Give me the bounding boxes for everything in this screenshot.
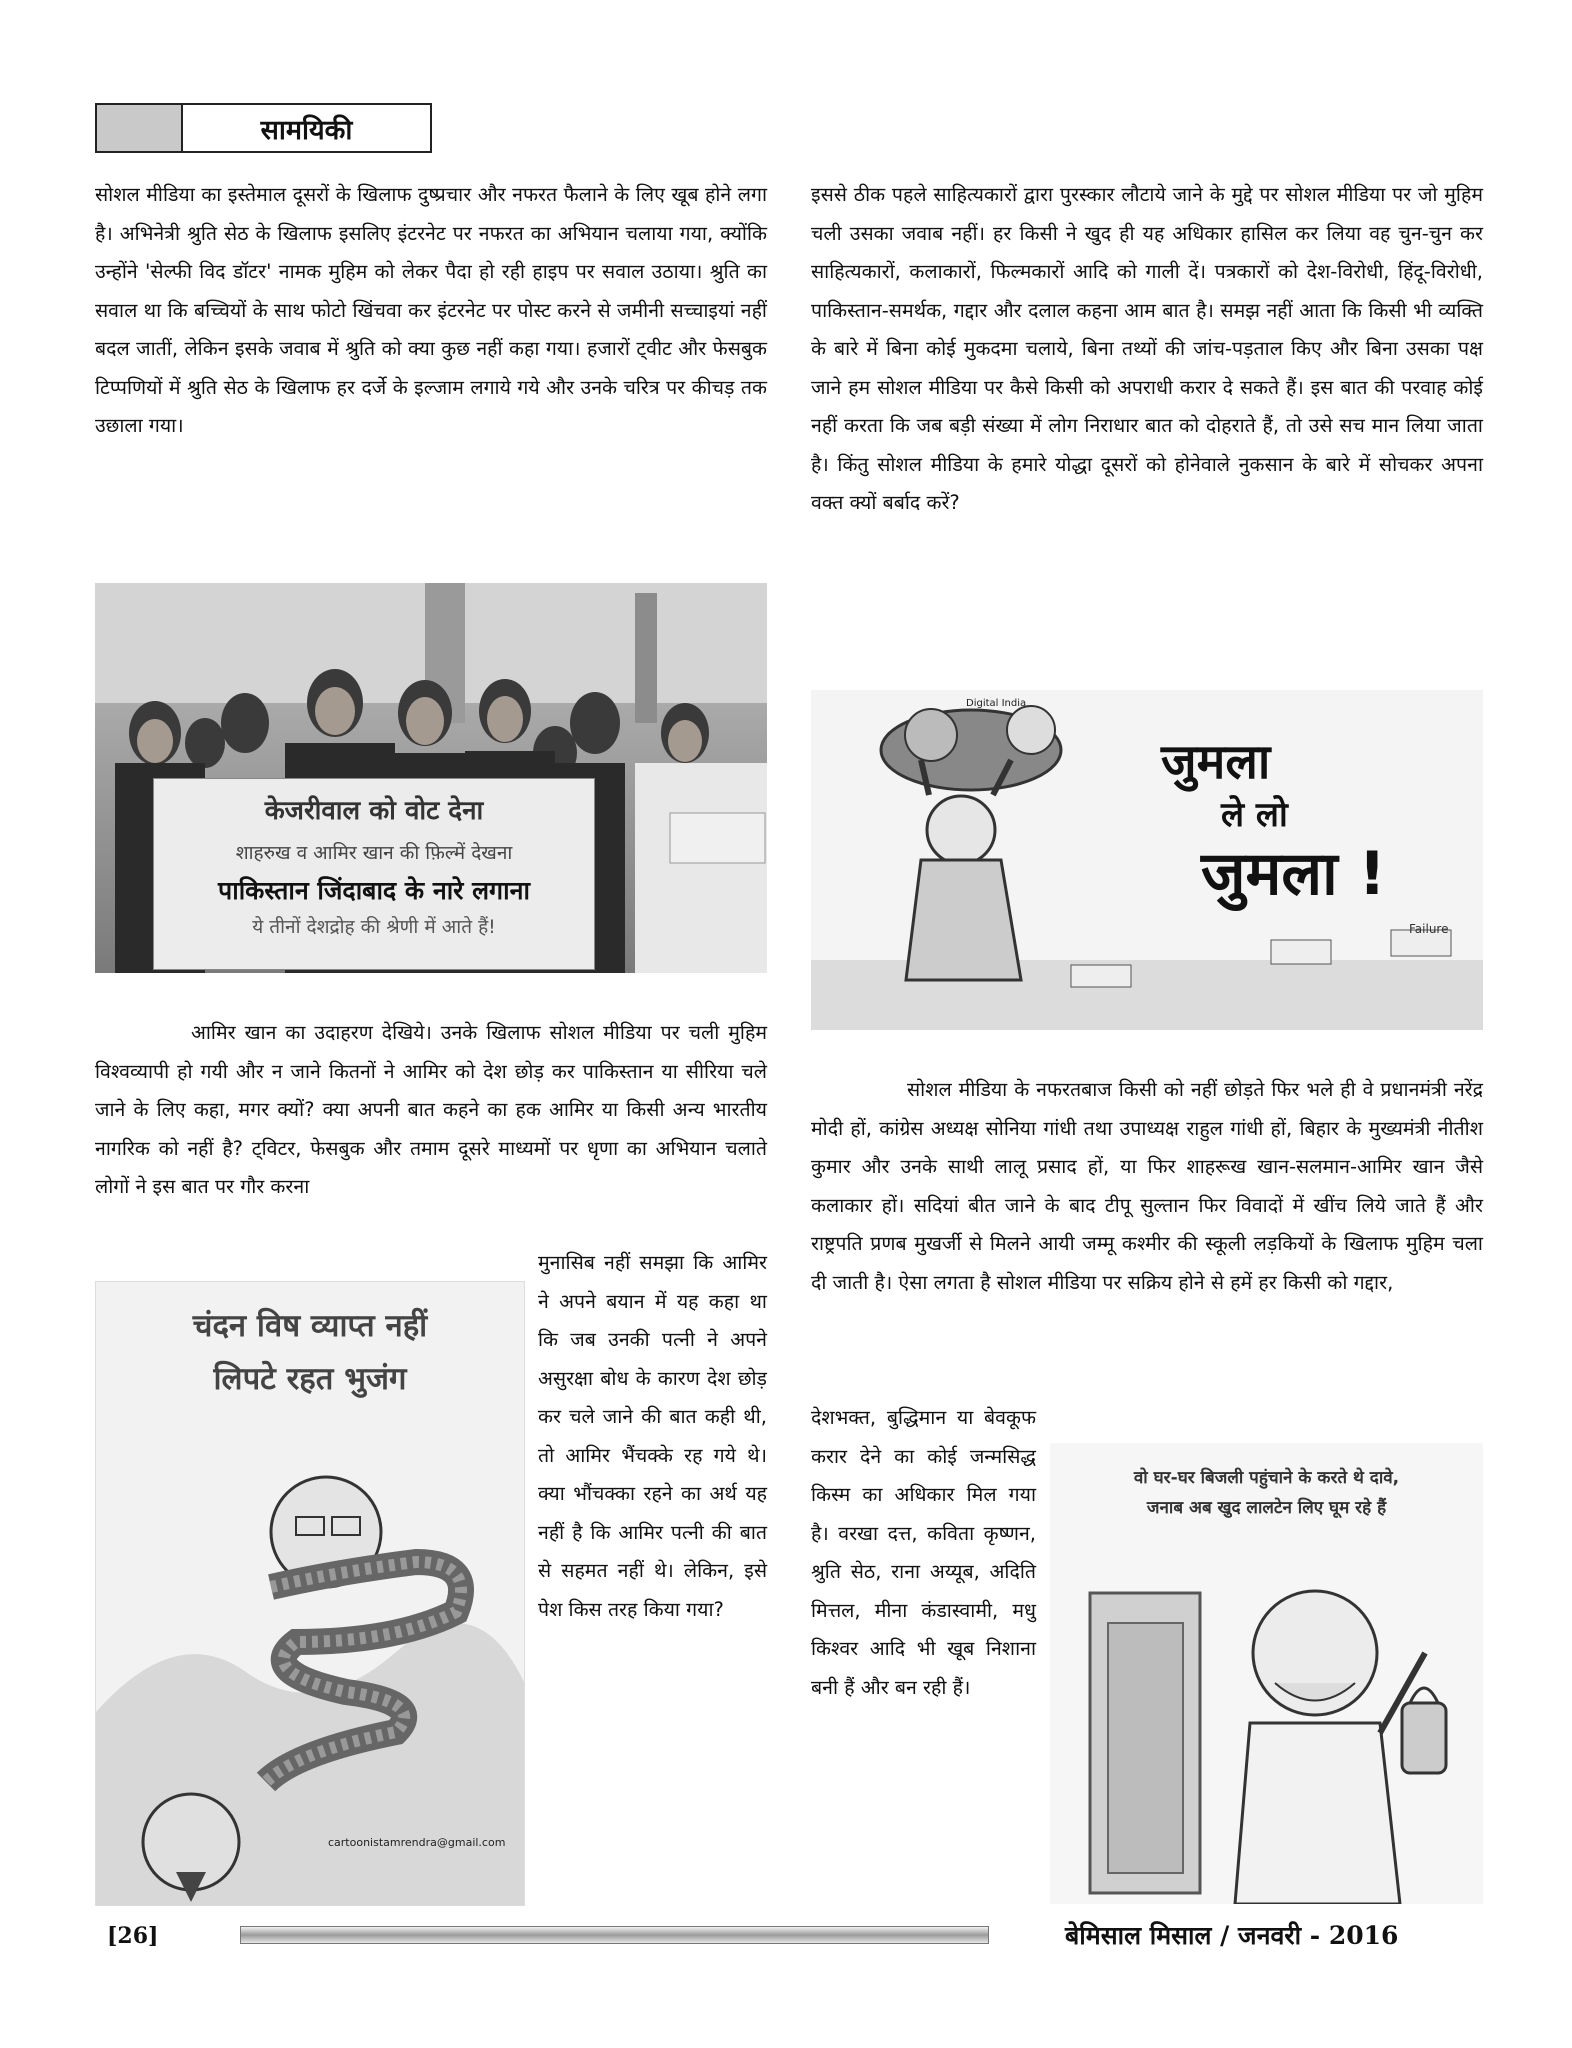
section-label: सामयिकी [260,114,353,146]
snake-cartoon-title-1: चंदन विष व्याप्त नहीं [192,1308,428,1344]
jumla-failure-label: Failure [1409,922,1449,936]
banner-line-1: केजरीवाल को वोट देना [264,796,484,826]
jumla-line-3: जुमला ! [1201,839,1386,909]
snake-drawing [96,1412,524,1905]
left-paragraph-2-continued: मुनासिब नहीं समझा कि आमिर ने अपने बयान में यह कहा था कि जब उनकी पत्नी ने अपने असुरक्षा बोध के कारण देश छोड़ कर चले जाने की बात कही थी, तो आमिर भैंचक्के रह गये थे। क्या भौंचक्का रहने का अर्थ यह नहीं है कि आमिर पत्नी की बात से सहमत नहीं थे। लेकिन, इसे पेश किस तरह किया गया? [538,1251,767,1621]
right-paragraph-2-continued: देशभक्त, बुद्धिमान या बेवकूफ करार देने का कोई जन्मसिद्ध किस्म का अधिकार मिल गया है। वरखा दत्त, कविता कृष्णन, श्रुति सेठ, राना अय्यूब, अदिति मित्तल, मीना कंडास्वामी, मधु किश्वर आदि भी खूब निशाना बनी हैं और बन रही हैं। [811,1406,1036,1699]
snake-cartoon [95,1281,525,1906]
section-label-box [95,103,432,153]
jumla-line-2: ले लो [1221,795,1288,835]
snake-cartoon-credit: cartoonistamrendra@gmail.com [328,1836,506,1849]
banner-line-2: शाहरुख व आमिर खान की फ़िल्में देखना [235,842,513,864]
right-paragraph-1: इससे ठीक पहले साहित्यकारों द्वारा पुरस्कार लौटाये जाने के मुद्दे पर सोशल मीडिया पर जो मुहिम चली उसका जवाब नहीं। हर किसी ने खुद ही यह अधिकार हासिल कर लिया वह चुन-चुन कर साहित्यकारों, कलाकारों, फिल्मकारों आदि को गाली दें। पत्रकारों को देश-विरोधी, हिंदू-विरोधी, पाकिस्तान-समर्थक, गद्दार और दलाल कहना आम बात है। समझ नहीं आता कि किसी भी व्यक्ति के बारे में बिना कोई मुकदमा चलाये, बिना तथ्यों की जांच-पड़ताल किए और बिना उसका पक्ष जाने हम सोशल मीडिया पर कैसे किसी को अपराधी करार दे सकते हैं। इस बात की परवाह कोई नहीं करता कि जब बड़ी संख्या में लोग निराधार बात को दोहराते हैं, तो उसे सच मान लिया जाता है। किंतु सोशल मीडिया के हमारे योद्धा दूसरों को होनेवाले नुकसान के बारे में सोचकर अपना वक्त क्यों बर्बाद करें? [811,183,1483,514]
lantern-caption-1: वो घर-घर बिजली पहुंचाने के करते थे दावे, [1133,1468,1400,1488]
jumla-line-1: जुमला [1161,734,1271,790]
lantern-caption-2: जनाब अब खुद लालटेन लिए घूम रहे हैं [1146,1498,1387,1518]
section-label-shade [97,105,183,151]
magazine-footer-title: बेमिसाल मिसाल / जनवरी - 2016 [1065,1921,1399,1950]
right-paragraph-2: सोशल मीडिया के नफरतबाज किसी को नहीं छोड़ते फिर भले ही वे प्रधानमंत्री नरेंद्र मोदी हों, कांग्रेस अध्यक्ष सोनिया गांधी तथा उपाध्यक्ष राहुल गांधी हों, बिहार के मुख्यमंत्री नीतीश कुमार और उनके साथी लालू प्रसाद हों, या फिर शाहरूख खान-सलमान-आमिर खान जैसे कलाकार हों। सदियां बीत जाने के बाद टीपू सुल्तान फिर विवादों में खींच लिये जाते हैं और राष्ट्रपति प्रणब मुखर्जी से मिलने आयी जम्मू कश्मीर की स्कूली लड़कियों के खिलाफ मुहिम चला दी जाती है। ऐसा लगता है सोशल मीडिया पर सक्रिय होने से हमें हर किसी को गद्दार, [811,1078,1483,1294]
lantern-cartoon [1050,1443,1483,1904]
banner-line-3: पाकिस्तान जिंदाबाद के नारे लगाना [218,876,530,905]
banner-line-4: ये तीनों देशद्रोह की श्रेणी में आते हैं! [252,916,496,938]
footer-rule [240,1926,989,1944]
protest-photo [95,583,767,973]
jumla-basket-label: Digital India [966,698,1027,709]
page-number: [26] [107,1923,159,1949]
lantern-drawing [1050,1533,1483,1904]
snake-cartoon-title-2: लिपटे रहत भुजंग [213,1361,407,1397]
left-paragraph-2: आमिर खान का उदाहरण देखिये। उनके खिलाफ सोशल मीडिया पर चली मुहिम विश्वव्यापी हो गयी और न जाने कितनों ने आमिर को देश छोड़ कर पाकिस्तान या सीरिया चले जाने के लिए कहा, मगर क्यों? क्या अपनी बात कहने का हक आमिर या किसी अन्य भारतीय नागरिक को नहीं है? ट्विटर, फेसबुक और तमाम दूसरे माध्यमों पर धृणा का अभियान चलाते लोगों ने इस बात पर गौर करना [95,1021,767,1198]
left-paragraph-1: सोशल मीडिया का इस्तेमाल दूसरों के खिलाफ दुष्प्रचार और नफरत फैलाने के लिए खूब होने लगा है। अभिनेत्री श्रुति सेठ के खिलाफ इसलिए इंटरनेट पर नफरत का अभियान चलाया गया, क्योंकि उन्होंने 'सेल्फी विद डॉटर' नामक मुहिम को लेकर पैदा हो रही हाइप पर सवाल उठाया। श्रुति का सवाल था कि बच्चियों के साथ फोटो खिंचवा कर इंटरनेट पर पोस्ट करने से जमीनी सच्चाइयां नहीं बदल जातीं, लेकिन इसके जवाब में श्रुति को क्या कुछ नहीं कहा गया। हजारों ट्वीट और फेसबुक टिप्पणियों में श्रुति सेठ के खिलाफ हर दर्जे के इल्जाम लगाये गये और उनके चरित्र पर कीचड़ तक उछाला गया। [95,183,767,437]
jumla-cartoon [811,690,1483,1030]
protest-banner [153,778,595,970]
